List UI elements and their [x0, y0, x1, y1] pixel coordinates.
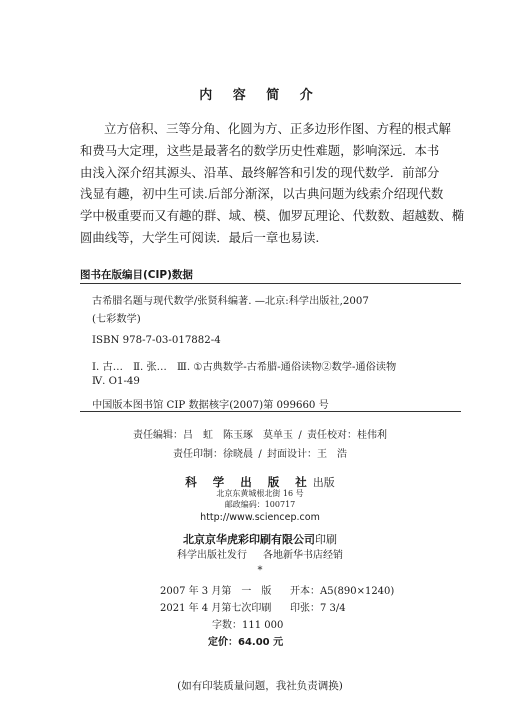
- first-edition: 2007 年 3 月第 一 版: [160, 586, 272, 597]
- word-count: 字数：111 000: [212, 620, 284, 631]
- cip-classification: Ⅳ. O1-49: [92, 376, 140, 387]
- credits-printing: 责任印制：徐晓晨: [173, 449, 253, 460]
- sellers: 各地新华书店经销: [263, 550, 343, 561]
- printer-name: 北京京华虎彩印刷有限公司: [183, 533, 315, 546]
- cip-heading: 图书在版编目(CIP)数据: [80, 269, 193, 281]
- publisher-address: 北京东黄城根北街 16 号: [216, 489, 304, 498]
- divider-top: [80, 283, 461, 284]
- distributor: 科学出版社发行: [177, 550, 247, 561]
- printer-line: 北京京华虎彩印刷有限公司印刷: [183, 533, 337, 546]
- book-format: 开本：A5(890×1240): [290, 586, 395, 597]
- intro-line: 圆曲线等，大学生可阅读．最后一章也易读.: [80, 229, 320, 245]
- price: 定价：64.00 元: [208, 637, 284, 648]
- credits-editors-line: 责任编辑：吕 虹 陈玉琢 莫单玉/责任校对：桂伟利: [133, 430, 387, 441]
- publisher-name: 科 学 出 版 社出版: [185, 475, 335, 489]
- intro-line: 学中极重要而又有趣的群、域、模、伽罗瓦理论、代数数、超越数、椭: [80, 208, 465, 224]
- cip-record: 中国版本图书馆 CIP 数据核字(2007)第 099660 号: [92, 400, 329, 411]
- reprint-info: 2021 年 4 月第七次印刷: [160, 603, 272, 614]
- publisher-url: http://www.sciencep.com: [200, 512, 320, 523]
- intro-line: 由浅入深介绍其源头、沿革、最终解答和引发的现代数学．前部分: [80, 164, 440, 180]
- cip-entry: 古希腊名题与现代数学/张贤科编著. —北京:科学出版社,2007: [92, 296, 369, 307]
- credits-printing-line: 责任印制：徐晓晨/封面设计：王 浩: [173, 449, 347, 460]
- credits-proofreader: 责任校对：桂伟利: [307, 430, 387, 441]
- quality-note: (如有印装质量问题，我社负责调换): [177, 680, 343, 692]
- intro-paragraph: [80, 118, 465, 249]
- intro-line: 浅显有趣，初中生可读.后部分渐深，以古典问题为线索介绍现代数: [80, 186, 444, 202]
- credits-editors: 责任编辑：吕 虹 陈玉琢 莫单玉: [133, 430, 293, 441]
- cip-series: (七彩数学): [92, 314, 141, 325]
- cip-isbn: ISBN 978-7-03-017882-4: [92, 335, 221, 346]
- publisher-postcode: 邮政编码：100717: [224, 500, 296, 509]
- intro-line: 立方倍积、三等分角、化圆为方、正多边形作图、方程的根式解: [104, 121, 451, 136]
- print-sheets: 印张：7 3/4: [290, 603, 346, 614]
- separator-star: *: [257, 565, 263, 576]
- cip-subjects: Ⅰ. 古… Ⅱ. 张… Ⅲ. ①古典数学-古希腊-通俗读物②数学-通俗读物: [92, 362, 397, 373]
- distribution-line: [0, 546, 520, 561]
- intro-title: 内 容 简 介: [199, 88, 321, 103]
- credits-cover: 封面设计：王 浩: [267, 449, 347, 460]
- divider-bottom: [80, 411, 461, 412]
- intro-line: 和费马大定理，这些是最著名的数学历史性难题，影响深远．本书: [80, 142, 440, 158]
- publisher-name-text: 科 学 出 版 社: [185, 475, 313, 489]
